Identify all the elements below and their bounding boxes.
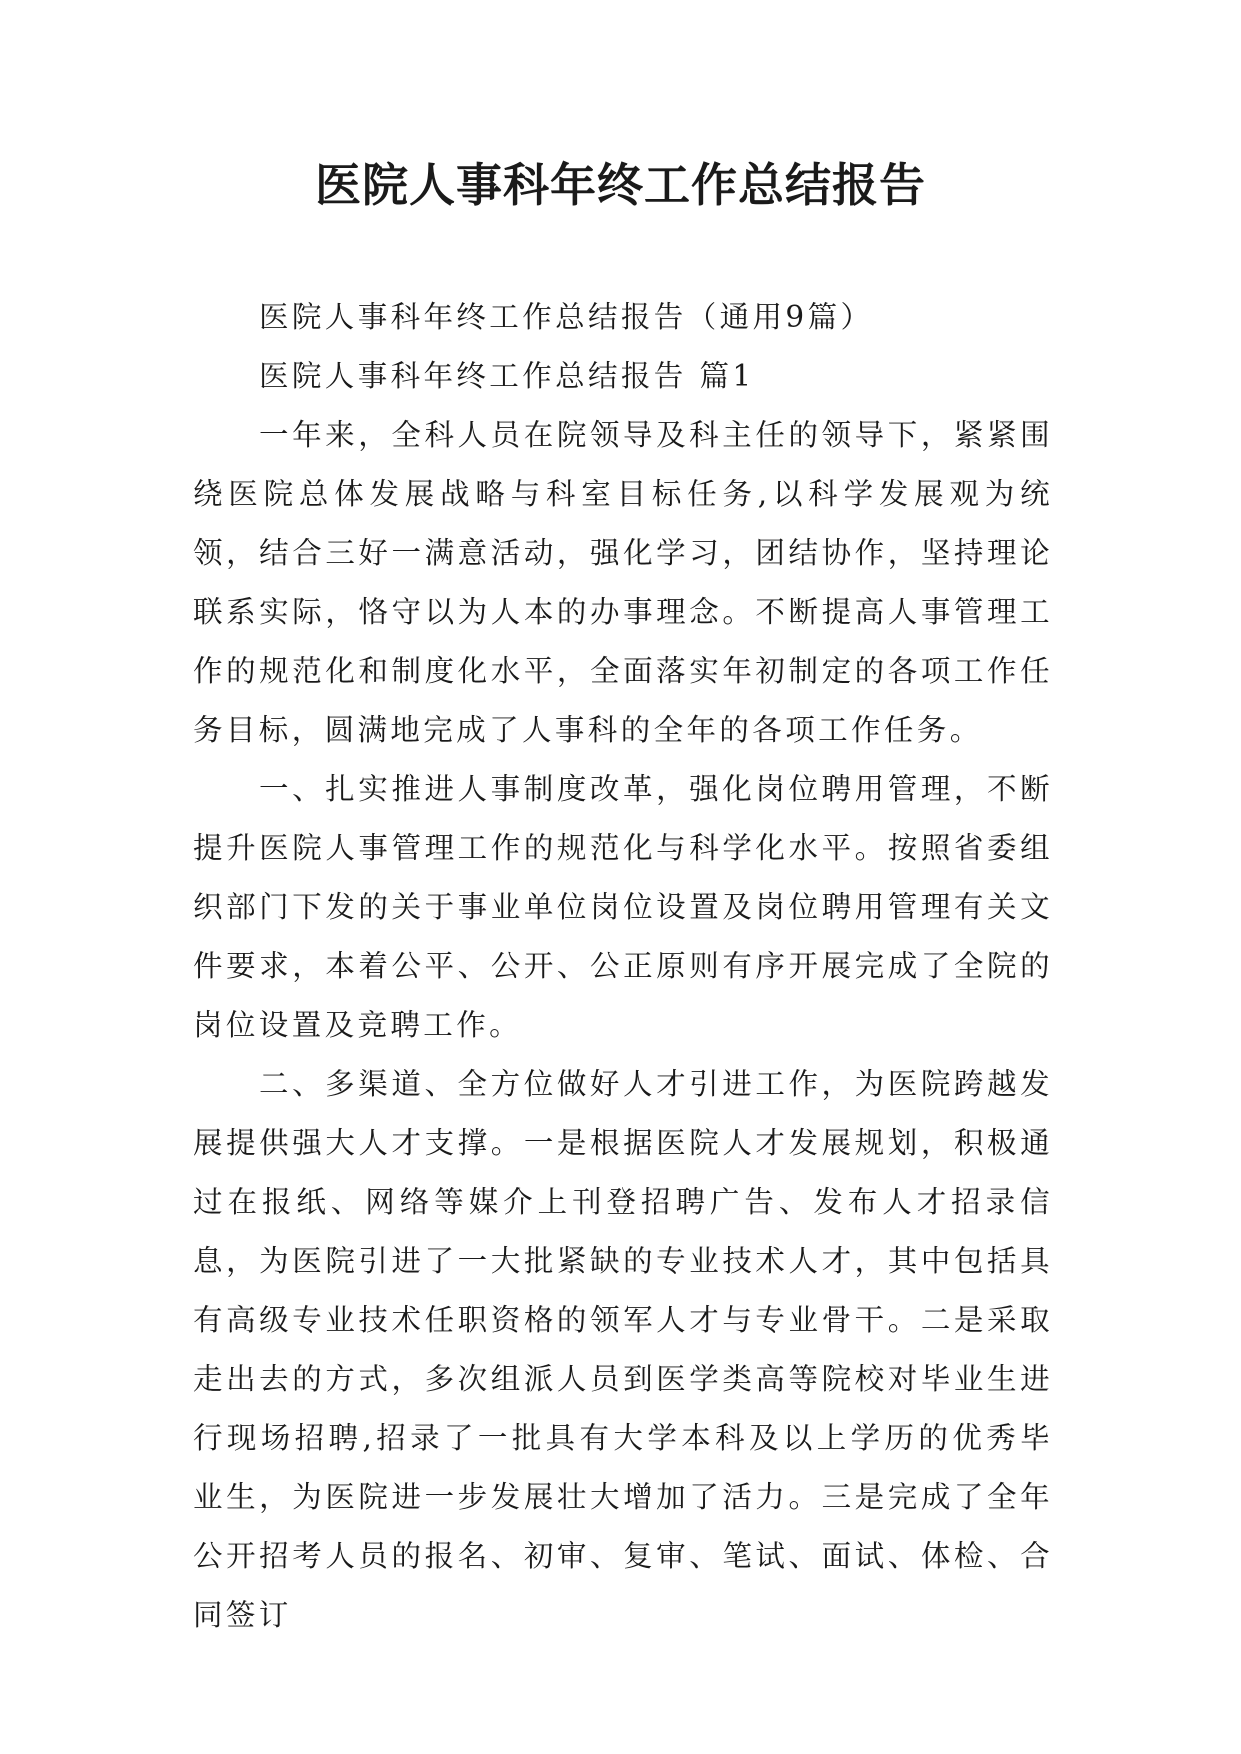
body-paragraph: 二、多渠道、全方位做好人才引进工作，为医院跨越发展提供强大人才支撑。一是根据医院人才发展规划，积极通过在报纸、网络等媒介上刊登招聘广告、发布人才招录信息，为医院引进了一大批紧缺的专业技术人才，其中包括具有高级专业技术任职资格的领军人才与专业骨干。二是采取走出去的方式，多次组派人员到医学类高等院校对毕业生进行现场招聘,招录了一批具有大学本科及以上学历的优秀毕业生，为医院进一步发展壮大增加了活力。三是完成了全年公开招考人员的报名、初审、复审、笔试、面试、体检、合同签订 <box>193 1067 1053 1632</box>
document-body <box>193 288 1053 1645</box>
body-paragraph: 一年来，全科人员在院领导及科主任的领导下，紧紧围绕医院总体发展战略与科室目标任务,以科学发展观为统领，结合三好一满意活动，强化学习，团结协作，坚持理论联系实际，恪守以为人本的办事理念。不断提高人事管理工作的规范化和制度化水平，全面落实年初制定的各项工作任务目标，圆满地完成了人事科的全年的各项工作任务。 <box>193 418 1053 747</box>
document-title: 医院人事科年终工作总结报告 <box>315 158 926 212</box>
body-paragraph: 一、扎实推进人事制度改革，强化岗位聘用管理，不断提升医院人事管理工作的规范化与科学化水平。按照省委组织部门下发的关于事业单位岗位设置及岗位聘用管理有关文件要求，本着公平、公开、公正原则有序开展完成了全院的岗位设置及竞聘工作。 <box>193 772 1053 1042</box>
subtitle-paragraph: 医院人事科年终工作总结报告（通用9篇） <box>259 300 874 334</box>
section-heading-paragraph: 医院人事科年终工作总结报告 篇1 <box>259 359 755 393</box>
